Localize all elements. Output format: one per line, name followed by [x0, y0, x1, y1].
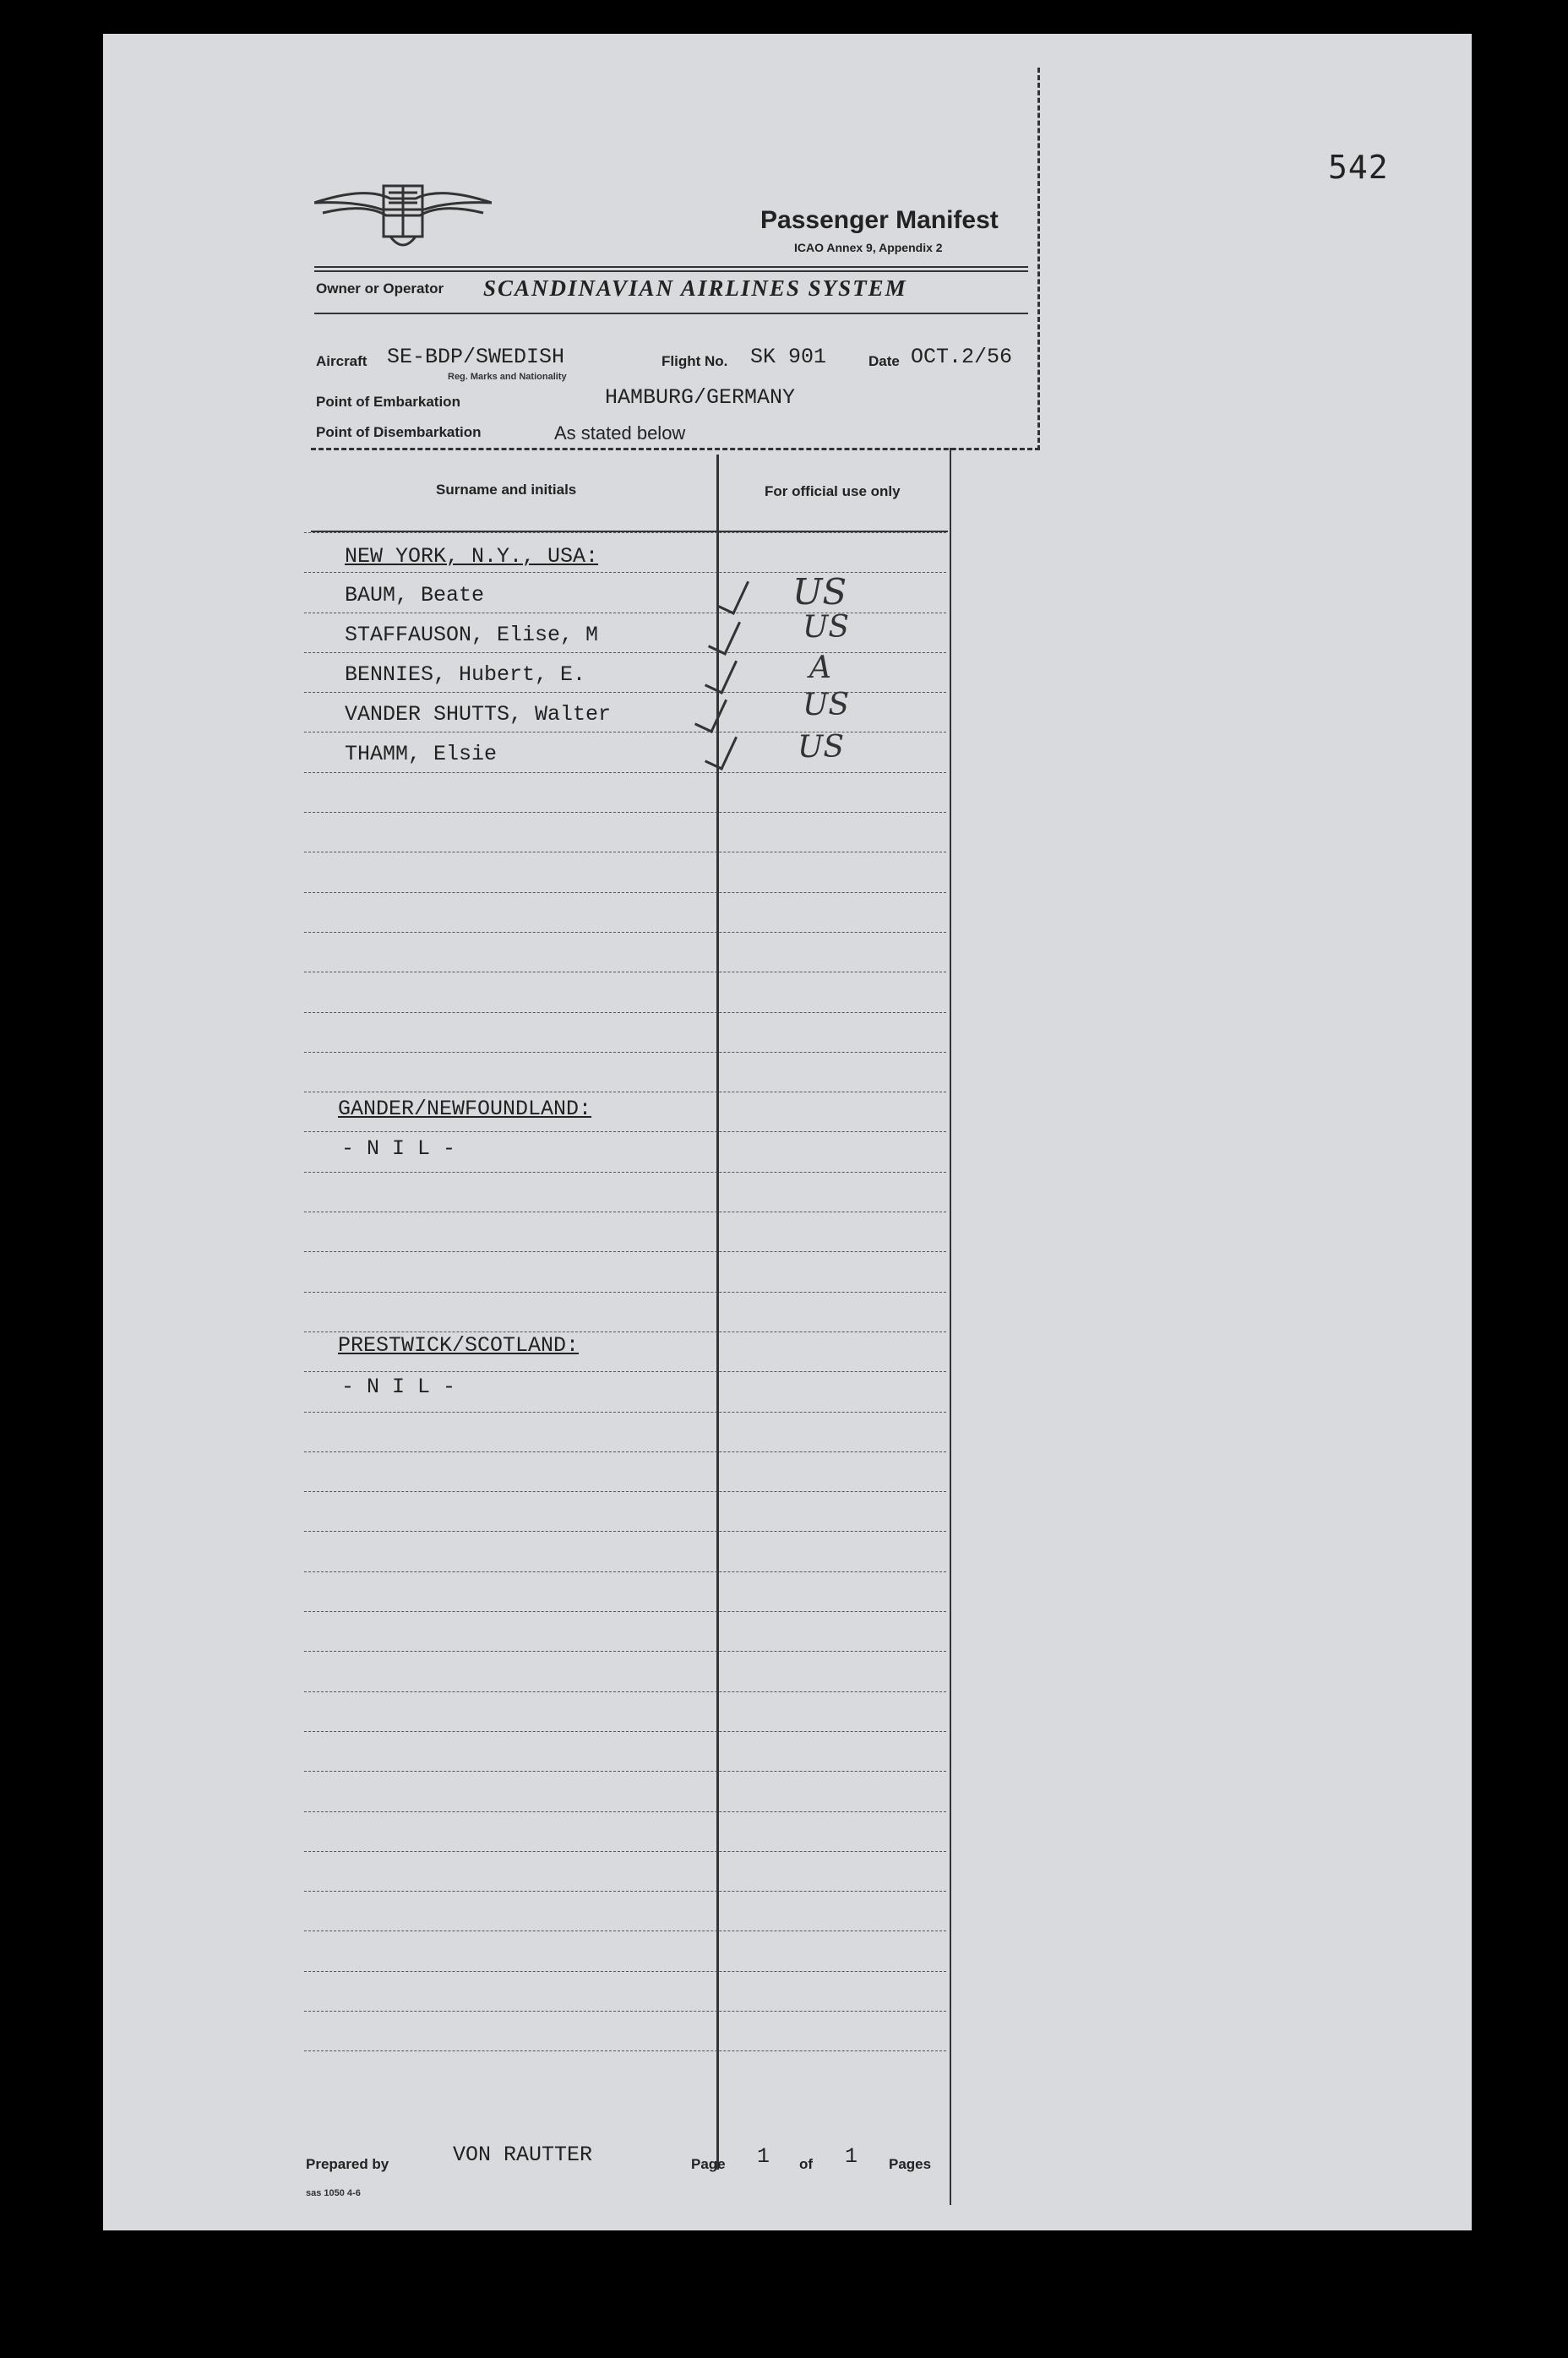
- date-label: Date: [868, 353, 900, 369]
- list-item: BENNIES, Hubert, E.: [345, 662, 586, 687]
- list-item: NEW YORK, N.Y., USA:: [345, 544, 599, 569]
- aircraft-note: Reg. Marks and Nationality: [448, 372, 567, 382]
- divider: [314, 313, 1028, 314]
- nil-entry: - N I L -: [341, 1375, 456, 1399]
- list-item: VANDER SHUTTS, Walter: [345, 702, 612, 727]
- airline-logo-icon: [314, 169, 492, 262]
- manifest-subtitle: ICAO Annex 9, Appendix 2: [794, 241, 943, 254]
- date-value: OCT.2/56: [911, 345, 1013, 369]
- page-value: 1: [757, 2144, 770, 2169]
- flight-value: SK 901: [750, 345, 827, 369]
- of-label: of: [799, 2156, 814, 2172]
- embark-value: HAMBURG/GERMANY: [605, 385, 796, 410]
- prepared-label: Prepared by: [306, 2156, 389, 2172]
- list-item: THAMM, Elsie: [345, 742, 498, 766]
- page-number: 542: [1328, 149, 1389, 186]
- section-heading: GANDER/NEWFOUNDLAND:: [338, 1097, 592, 1121]
- official-mark: US: [803, 688, 850, 722]
- official-mark: A: [809, 651, 831, 685]
- owner-label: Owner or Operator: [316, 280, 444, 297]
- flight-label: Flight No.: [662, 353, 728, 369]
- owner-value: SCANDINAVIAN AIRLINES SYSTEM: [483, 275, 907, 301]
- embark-label: Point of Embarkation: [316, 394, 460, 410]
- aircraft-label: Aircraft: [316, 353, 368, 369]
- official-mark: US: [798, 730, 845, 765]
- page-label: Page: [691, 2156, 726, 2172]
- prepared-value: VON RAUTTER: [453, 2143, 593, 2167]
- of-value: 1: [845, 2144, 858, 2169]
- divider: [314, 266, 1028, 268]
- manifest-title: Passenger Manifest: [760, 206, 999, 234]
- disembark-value: As stated below: [554, 422, 686, 444]
- column-header-official: For official use only: [765, 483, 901, 499]
- divider: [314, 270, 1028, 272]
- official-mark: US: [803, 610, 850, 645]
- nil-entry: - N I L -: [341, 1136, 456, 1161]
- column-header-names: Surname and initials: [436, 482, 577, 498]
- form-code: sas 1050 4-6: [306, 2188, 361, 2198]
- pages-label: Pages: [889, 2156, 932, 2172]
- list-item: STAFFAUSON, Elise, M: [345, 623, 599, 647]
- aircraft-value: SE-BDP/SWEDISH: [387, 345, 565, 369]
- section-heading: PRESTWICK/SCOTLAND:: [338, 1333, 580, 1358]
- list-item: BAUM, Beate: [345, 583, 485, 607]
- official-mark: US: [792, 571, 847, 613]
- ruled-lines: [304, 532, 946, 2121]
- disembark-label: Point of Disembarkation: [316, 424, 482, 440]
